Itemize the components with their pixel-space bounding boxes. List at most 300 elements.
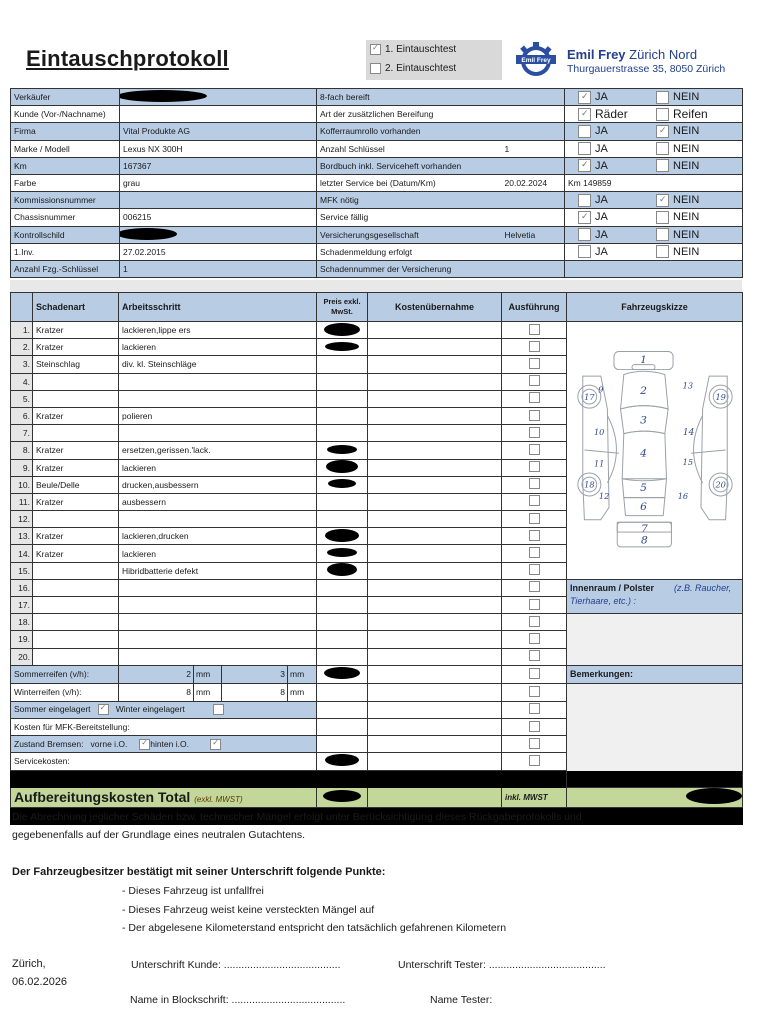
kosten-cell[interactable] xyxy=(368,425,502,442)
kosten-cell[interactable] xyxy=(368,736,502,753)
preis-cell[interactable] xyxy=(317,648,368,665)
kosten-cell[interactable] xyxy=(368,665,502,683)
ausfuehrung-checkbox[interactable] xyxy=(529,721,540,732)
vehicle-sketch[interactable] xyxy=(567,322,743,580)
option-2-checkbox[interactable] xyxy=(656,91,669,104)
disclaimer-line-1: Die Abrechnung jeglicher Schäden bzw. technischer Mängel erfolgt unter Berücksichtigung dieses Rückgabeprotokolls und xyxy=(12,811,582,823)
signature-place: Zürich, xyxy=(12,958,46,970)
option-2[interactable] xyxy=(656,159,699,172)
info-label: Kunde (Vor-/Nachname) xyxy=(11,106,120,123)
ausfuehrung-checkbox[interactable] xyxy=(529,375,540,386)
test-1-checkbox[interactable] xyxy=(370,44,381,55)
ausfuehrung-cell xyxy=(502,718,567,735)
option-2[interactable] xyxy=(656,91,699,104)
kosten-cell[interactable] xyxy=(368,493,502,510)
arbeitsschritt-cell[interactable] xyxy=(119,597,317,614)
preis-cell[interactable] xyxy=(317,373,368,390)
option-2[interactable] xyxy=(656,107,708,121)
info-value-field[interactable] xyxy=(120,260,317,277)
schadenart-cell[interactable]: Kratzer xyxy=(33,493,119,510)
info-value-field[interactable] xyxy=(120,192,317,209)
info-question-value[interactable] xyxy=(502,157,565,174)
option-2-checkbox[interactable] xyxy=(656,194,669,207)
info-value-field[interactable] xyxy=(120,89,317,106)
schadenart-cell[interactable] xyxy=(33,614,119,631)
info-row xyxy=(11,209,743,226)
name-block-field[interactable]: Name in Blockschrift: ....................................... xyxy=(130,994,346,1006)
kosten-cell[interactable] xyxy=(368,356,502,373)
row-number: 7. xyxy=(11,425,33,442)
ausfuehrung-checkbox[interactable] xyxy=(529,392,540,403)
total-inkl-value xyxy=(567,787,743,807)
header-arbeitsschritt: Arbeitsschritt xyxy=(119,293,317,322)
info-label: Chassisnummer xyxy=(11,209,120,226)
ausfuehrung-checkbox[interactable] xyxy=(529,668,540,679)
name-tester-field[interactable]: Name Tester: xyxy=(430,994,493,1006)
arbeitsschritt-cell[interactable] xyxy=(119,631,317,648)
kosten-cell[interactable] xyxy=(368,631,502,648)
arbeitsschritt-cell[interactable]: lackieren xyxy=(119,339,317,356)
schadenart-cell[interactable]: Kratzer xyxy=(33,322,119,339)
ausfuehrung-checkbox[interactable] xyxy=(529,358,540,369)
vehicle-sketch-icon xyxy=(568,322,742,578)
kosten-cell[interactable] xyxy=(368,718,502,735)
option-2[interactable] xyxy=(656,194,699,207)
preis-cell[interactable] xyxy=(317,718,368,735)
option-2-label: Reifen xyxy=(673,107,708,122)
total-price xyxy=(317,787,368,807)
arbeitsschritt-cell[interactable] xyxy=(119,390,317,407)
info-options xyxy=(565,106,743,123)
option-1[interactable] xyxy=(568,159,652,172)
preis-cell[interactable] xyxy=(317,597,368,614)
option-2[interactable] xyxy=(656,125,699,138)
preis-cell[interactable] xyxy=(317,614,368,631)
preis-cell[interactable] xyxy=(317,476,368,493)
ausfuehrung-cell xyxy=(502,442,567,459)
header-kostenuebernahme: Kostenübernahme xyxy=(368,293,502,322)
schadenart-cell[interactable]: Kratzer xyxy=(33,442,119,459)
schadenart-cell[interactable]: Kratzer xyxy=(33,407,119,424)
arbeitsschritt-cell[interactable]: lackieren xyxy=(119,459,317,476)
ausfuehrung-checkbox[interactable] xyxy=(529,547,540,558)
ausfuehrung-cell xyxy=(502,701,567,718)
ausfuehrung-cell xyxy=(502,493,567,510)
option-1[interactable] xyxy=(568,142,652,155)
ausfuehrung-cell xyxy=(502,356,567,373)
info-question-value[interactable] xyxy=(502,123,565,140)
preis-cell[interactable] xyxy=(317,356,368,373)
info-text-field[interactable] xyxy=(565,260,743,277)
ausfuehrung-cell xyxy=(502,579,567,596)
mfk-kosten-label: Kosten für MFK-Bereitstellung: xyxy=(11,718,317,735)
row-number: 8. xyxy=(11,442,33,459)
option-1-label: JA xyxy=(595,159,608,172)
row-number: 14. xyxy=(11,545,33,562)
info-question-value[interactable] xyxy=(502,243,565,260)
info-value: Lexus NX 300H xyxy=(123,143,183,154)
info-question-value[interactable]: 1 xyxy=(502,140,565,157)
ausfuehrung-checkbox[interactable] xyxy=(529,461,540,472)
ausfuehrung-checkbox[interactable] xyxy=(529,513,540,524)
ausfuehrung-checkbox[interactable] xyxy=(529,738,540,749)
kosten-cell[interactable] xyxy=(368,562,502,579)
preis-cell[interactable] xyxy=(317,390,368,407)
info-value-field[interactable] xyxy=(120,226,317,243)
arbeitsschritt-cell[interactable]: drucken,ausbessern xyxy=(119,476,317,493)
arbeitsschritt-cell[interactable]: div. kl. Steinschläge xyxy=(119,356,317,373)
info-question-value[interactable] xyxy=(502,106,565,123)
preis-cell[interactable] xyxy=(317,459,368,476)
option-1-checkbox[interactable] xyxy=(578,159,591,172)
info-options xyxy=(565,209,743,226)
option-2-checkbox[interactable] xyxy=(656,125,669,138)
ausfuehrung-checkbox[interactable] xyxy=(529,530,540,541)
option-2-label: NEIN xyxy=(673,125,700,138)
kosten-cell[interactable] xyxy=(368,390,502,407)
preis-cell[interactable] xyxy=(317,511,368,528)
arbeitsschritt-cell[interactable]: ausbessern xyxy=(119,493,317,510)
schadenart-cell[interactable]: Kratzer xyxy=(33,545,119,562)
ausfuehrung-cell xyxy=(502,631,567,648)
ausfuehrung-checkbox[interactable] xyxy=(529,427,540,438)
option-1-label: Räder xyxy=(595,107,628,122)
option-1-label: JA xyxy=(595,194,608,207)
winterreifen-values[interactable]: 8 mm 8 mm xyxy=(119,683,317,701)
info-question: Bordbuch inkl. Serviceheft vorhanden xyxy=(317,157,502,174)
option-1-checkbox[interactable] xyxy=(578,211,591,224)
header-preis: Preis exkl. MwSt. xyxy=(317,293,368,322)
option-1-label: JA xyxy=(595,228,608,241)
ausfuehrung-checkbox[interactable] xyxy=(529,599,540,610)
test-2-option[interactable] xyxy=(370,63,456,74)
row-number: 9. xyxy=(11,459,33,476)
info-question-value[interactable]: Helvetia xyxy=(502,226,565,243)
svg-text:16: 16 xyxy=(677,491,688,502)
info-question-value[interactable] xyxy=(502,192,565,209)
checkbox[interactable] xyxy=(213,704,224,715)
option-1[interactable] xyxy=(568,211,652,224)
kosten-cell[interactable] xyxy=(368,701,502,718)
innenraum-field[interactable] xyxy=(567,614,743,666)
checkbox[interactable] xyxy=(139,739,150,750)
option-2-label: NEIN xyxy=(673,91,700,104)
redacted-price xyxy=(324,323,360,336)
option-1-checkbox[interactable] xyxy=(578,125,591,138)
redacted-price xyxy=(324,667,360,679)
option-2-checkbox[interactable] xyxy=(656,159,669,172)
option-2-checkbox[interactable] xyxy=(656,211,669,224)
kosten-cell[interactable] xyxy=(368,683,502,701)
row-number: 5. xyxy=(11,390,33,407)
row-number: 6. xyxy=(11,407,33,424)
ausfuehrung-cell xyxy=(502,648,567,665)
test-1-label: 1. Eintauschtest xyxy=(385,44,457,55)
ausfuehrung-checkbox[interactable] xyxy=(529,410,540,421)
info-question: MFK nötig xyxy=(317,192,502,209)
preis-cell[interactable] xyxy=(317,683,368,701)
row-number: 19. xyxy=(11,631,33,648)
sommerreifen-values[interactable]: 2 mm 3 mm xyxy=(119,665,317,683)
redacted-total-inkl xyxy=(686,788,742,804)
kosten-cell[interactable] xyxy=(368,528,502,545)
svg-text:17: 17 xyxy=(583,391,595,402)
info-label: Kommissionsnummer xyxy=(11,192,120,209)
schadenart-cell[interactable] xyxy=(33,648,119,665)
row-number: 4. xyxy=(11,373,33,390)
info-label: Verkäufer xyxy=(11,89,120,106)
preis-cell[interactable] xyxy=(317,701,368,718)
kosten-cell[interactable] xyxy=(368,545,502,562)
preis-cell[interactable] xyxy=(317,753,368,770)
kosten-cell[interactable] xyxy=(368,476,502,493)
info-row xyxy=(11,226,743,243)
schadenart-cell[interactable] xyxy=(33,579,119,596)
option-1-checkbox[interactable] xyxy=(578,91,591,104)
row-number: 16. xyxy=(11,579,33,596)
option-1-checkbox[interactable] xyxy=(578,245,591,258)
info-question: Service fällig xyxy=(317,209,502,226)
signature-tester-field[interactable]: Unterschrift Tester: ........................................ xyxy=(398,959,606,971)
row-number: 20. xyxy=(11,648,33,665)
checkbox[interactable] xyxy=(210,739,221,750)
confirm-point-2: - Dieses Fahrzeug weist keine versteckten Mängel auf xyxy=(122,904,375,916)
schadenart-cell[interactable]: Kratzer xyxy=(33,528,119,545)
option-2-checkbox[interactable] xyxy=(656,108,669,121)
svg-text:5: 5 xyxy=(639,481,647,495)
kosten-cell[interactable] xyxy=(368,373,502,390)
svg-text:11: 11 xyxy=(593,458,604,469)
redacted-mark xyxy=(120,228,178,240)
kosten-cell[interactable] xyxy=(368,511,502,528)
servicekosten-label: Servicekosten: xyxy=(11,753,317,770)
ausfuehrung-checkbox[interactable] xyxy=(529,564,540,575)
option-1-checkbox[interactable] xyxy=(578,194,591,207)
option-2[interactable] xyxy=(656,211,699,224)
arbeitsschritt-cell[interactable]: Hibridbatterie defekt xyxy=(119,562,317,579)
ausfuehrung-checkbox[interactable] xyxy=(529,686,540,697)
ausfuehrung-checkbox[interactable] xyxy=(529,341,540,352)
schadenart-cell[interactable] xyxy=(33,425,119,442)
preis-cell[interactable] xyxy=(317,665,368,683)
kosten-cell[interactable] xyxy=(368,407,502,424)
arbeitsschritt-cell[interactable] xyxy=(119,425,317,442)
arbeitsschritt-cell[interactable]: lackieren xyxy=(119,545,317,562)
info-question: Versicherungsgesellschaft xyxy=(317,226,502,243)
svg-text:2: 2 xyxy=(639,384,647,398)
ausfuehrung-cell xyxy=(502,511,567,528)
checkbox[interactable] xyxy=(98,704,109,715)
ausfuehrung-cell xyxy=(502,407,567,424)
info-value-field[interactable] xyxy=(120,209,317,226)
preis-cell[interactable] xyxy=(317,339,368,356)
arbeitsschritt-cell[interactable] xyxy=(119,648,317,665)
preis-cell[interactable] xyxy=(317,493,368,510)
arbeitsschritt-cell[interactable]: ersetzen,gerissen.'lack. xyxy=(119,442,317,459)
option-2[interactable] xyxy=(656,228,699,241)
kosten-cell[interactable] xyxy=(368,459,502,476)
kosten-cell[interactable] xyxy=(368,648,502,665)
preis-cell[interactable] xyxy=(317,528,368,545)
kosten-cell[interactable] xyxy=(368,442,502,459)
confirm-point-3: - Der abgelesene Kilometerstand entspricht den tatsächlich gefahrenen Kilometern xyxy=(122,922,507,934)
signature-kunde-field[interactable]: Unterschrift Kunde: ........................................ xyxy=(131,959,341,971)
arbeitsschritt-cell[interactable]: lackieren,drucken xyxy=(119,528,317,545)
svg-text:Emil Frey: Emil Frey xyxy=(521,57,551,64)
option-2-label: NEIN xyxy=(673,211,700,224)
ausfuehrung-cell xyxy=(502,683,567,701)
ausfuehrung-checkbox[interactable] xyxy=(529,633,540,644)
option-1[interactable] xyxy=(568,245,652,258)
row-number: 18. xyxy=(11,614,33,631)
kosten-cell[interactable] xyxy=(368,597,502,614)
schadenart-cell[interactable] xyxy=(33,390,119,407)
vehicle-info-table xyxy=(10,88,743,278)
schadenart-cell[interactable]: Steinschlag xyxy=(33,356,119,373)
option-1-checkbox[interactable] xyxy=(578,108,591,121)
page-title: Eintauschprotokoll xyxy=(26,46,229,71)
test-1-option[interactable] xyxy=(370,44,456,55)
option-1[interactable] xyxy=(568,91,652,104)
option-2-label: NEIN xyxy=(673,245,700,258)
info-value-field[interactable] xyxy=(120,174,317,191)
info-value-field[interactable] xyxy=(120,140,317,157)
preis-cell[interactable] xyxy=(317,442,368,459)
info-question: Schadenmeldung erfolgt xyxy=(317,243,502,260)
svg-text:14: 14 xyxy=(682,428,694,439)
option-2-checkbox[interactable] xyxy=(656,228,669,241)
arbeitsschritt-cell[interactable] xyxy=(119,373,317,390)
option-2[interactable] xyxy=(656,142,699,155)
info-row xyxy=(11,89,743,106)
schadenart-cell[interactable] xyxy=(33,373,119,390)
ausfuehrung-checkbox[interactable] xyxy=(529,650,540,661)
kosten-cell[interactable] xyxy=(368,339,502,356)
ausfuehrung-cell xyxy=(502,390,567,407)
schadenart-cell[interactable] xyxy=(33,631,119,648)
kosten-cell[interactable] xyxy=(368,614,502,631)
preis-cell[interactable] xyxy=(317,407,368,424)
ausfuehrung-checkbox[interactable] xyxy=(529,478,540,489)
info-question-value[interactable] xyxy=(502,89,565,106)
test-2-checkbox[interactable] xyxy=(370,63,381,74)
option-1-checkbox[interactable] xyxy=(578,142,591,155)
arbeitsschritt-cell[interactable] xyxy=(119,511,317,528)
option-2-label: NEIN xyxy=(673,194,700,207)
option-1[interactable] xyxy=(568,125,652,138)
preis-cell[interactable] xyxy=(317,631,368,648)
ausfuehrung-checkbox[interactable] xyxy=(529,703,540,714)
arbeitsschritt-cell[interactable]: polieren xyxy=(119,407,317,424)
kosten-cell[interactable] xyxy=(368,322,502,339)
row-number: 13. xyxy=(11,528,33,545)
info-value-field[interactable] xyxy=(120,123,317,140)
option-2-label: NEIN xyxy=(673,228,700,241)
info-label: Marke / Modell xyxy=(11,140,120,157)
option-2-checkbox[interactable] xyxy=(656,142,669,155)
info-question-value[interactable] xyxy=(502,260,565,277)
arbeitsschritt-cell[interactable] xyxy=(119,614,317,631)
ausfuehrung-cell xyxy=(502,528,567,545)
redacted-price xyxy=(325,529,359,542)
redacted-mark xyxy=(120,90,208,102)
preis-cell[interactable] xyxy=(317,579,368,596)
schadenart-cell[interactable] xyxy=(33,562,119,579)
info-value-field[interactable] xyxy=(120,157,317,174)
damage-table xyxy=(10,292,743,825)
ausfuehrung-checkbox[interactable] xyxy=(529,324,540,335)
redacted-price xyxy=(328,479,356,488)
option-1-checkbox[interactable] xyxy=(578,228,591,241)
info-label: Km xyxy=(11,157,120,174)
confirm-point-1: - Dieses Fahrzeug ist unfallfrei xyxy=(122,885,264,897)
arbeitsschritt-cell[interactable] xyxy=(119,579,317,596)
ausfuehrung-checkbox[interactable] xyxy=(529,581,540,592)
ausfuehrung-cell xyxy=(502,665,567,683)
svg-text:20: 20 xyxy=(714,479,726,490)
row-number: 2. xyxy=(11,339,33,356)
schadenart-cell[interactable] xyxy=(33,597,119,614)
svg-text:1: 1 xyxy=(639,353,647,366)
row-number: 12. xyxy=(11,511,33,528)
info-value: 27.02.2015 xyxy=(123,246,166,257)
info-question: Kofferraumrollo vorhanden xyxy=(317,123,502,140)
info-question: Anzahl Schlüssel xyxy=(317,140,502,157)
ausfuehrung-checkbox[interactable] xyxy=(529,495,540,506)
option-2[interactable] xyxy=(656,245,699,258)
arbeitsschritt-cell[interactable]: lackieren,lippe ers xyxy=(119,322,317,339)
section-separator xyxy=(10,280,742,292)
option-2-checkbox[interactable] xyxy=(656,245,669,258)
ausfuehrung-checkbox[interactable] xyxy=(529,444,540,455)
ausfuehrung-cell xyxy=(502,545,567,562)
preis-cell[interactable] xyxy=(317,425,368,442)
info-value-field[interactable] xyxy=(120,243,317,260)
option-1[interactable] xyxy=(568,107,652,121)
info-question-value[interactable] xyxy=(502,209,565,226)
preis-cell[interactable] xyxy=(317,736,368,753)
preis-cell[interactable] xyxy=(317,562,368,579)
schadenart-cell[interactable]: Beule/Delle xyxy=(33,476,119,493)
svg-text:3: 3 xyxy=(639,413,647,427)
schadenart-cell[interactable]: Kratzer xyxy=(33,459,119,476)
ausfuehrung-checkbox[interactable] xyxy=(529,616,540,627)
table-row xyxy=(11,614,743,631)
info-question-value[interactable]: 20.02.2024 xyxy=(502,174,565,191)
redacted-price xyxy=(325,342,359,351)
brand-name: Emil Frey Zürich Nord xyxy=(567,47,698,62)
test-selector xyxy=(366,40,502,80)
info-row xyxy=(11,157,743,174)
inkl-mwst-label: inkl. MWST xyxy=(502,787,567,807)
redacted-price xyxy=(325,754,359,766)
schadenart-cell[interactable] xyxy=(33,511,119,528)
preis-cell[interactable] xyxy=(317,322,368,339)
kosten-cell[interactable] xyxy=(368,753,502,770)
schadenart-cell[interactable]: Kratzer xyxy=(33,339,119,356)
info-row xyxy=(11,123,743,140)
info-text-field[interactable]: Km 149859 xyxy=(565,174,743,191)
kosten-cell[interactable] xyxy=(368,579,502,596)
info-value: 006215 xyxy=(123,212,152,223)
svg-text:4: 4 xyxy=(639,446,647,460)
option-1-label: JA xyxy=(595,125,608,138)
option-1[interactable] xyxy=(568,228,652,241)
option-1[interactable] xyxy=(568,194,652,207)
info-value-field[interactable] xyxy=(120,106,317,123)
ausfuehrung-checkbox[interactable] xyxy=(529,755,540,766)
preis-cell[interactable] xyxy=(317,545,368,562)
